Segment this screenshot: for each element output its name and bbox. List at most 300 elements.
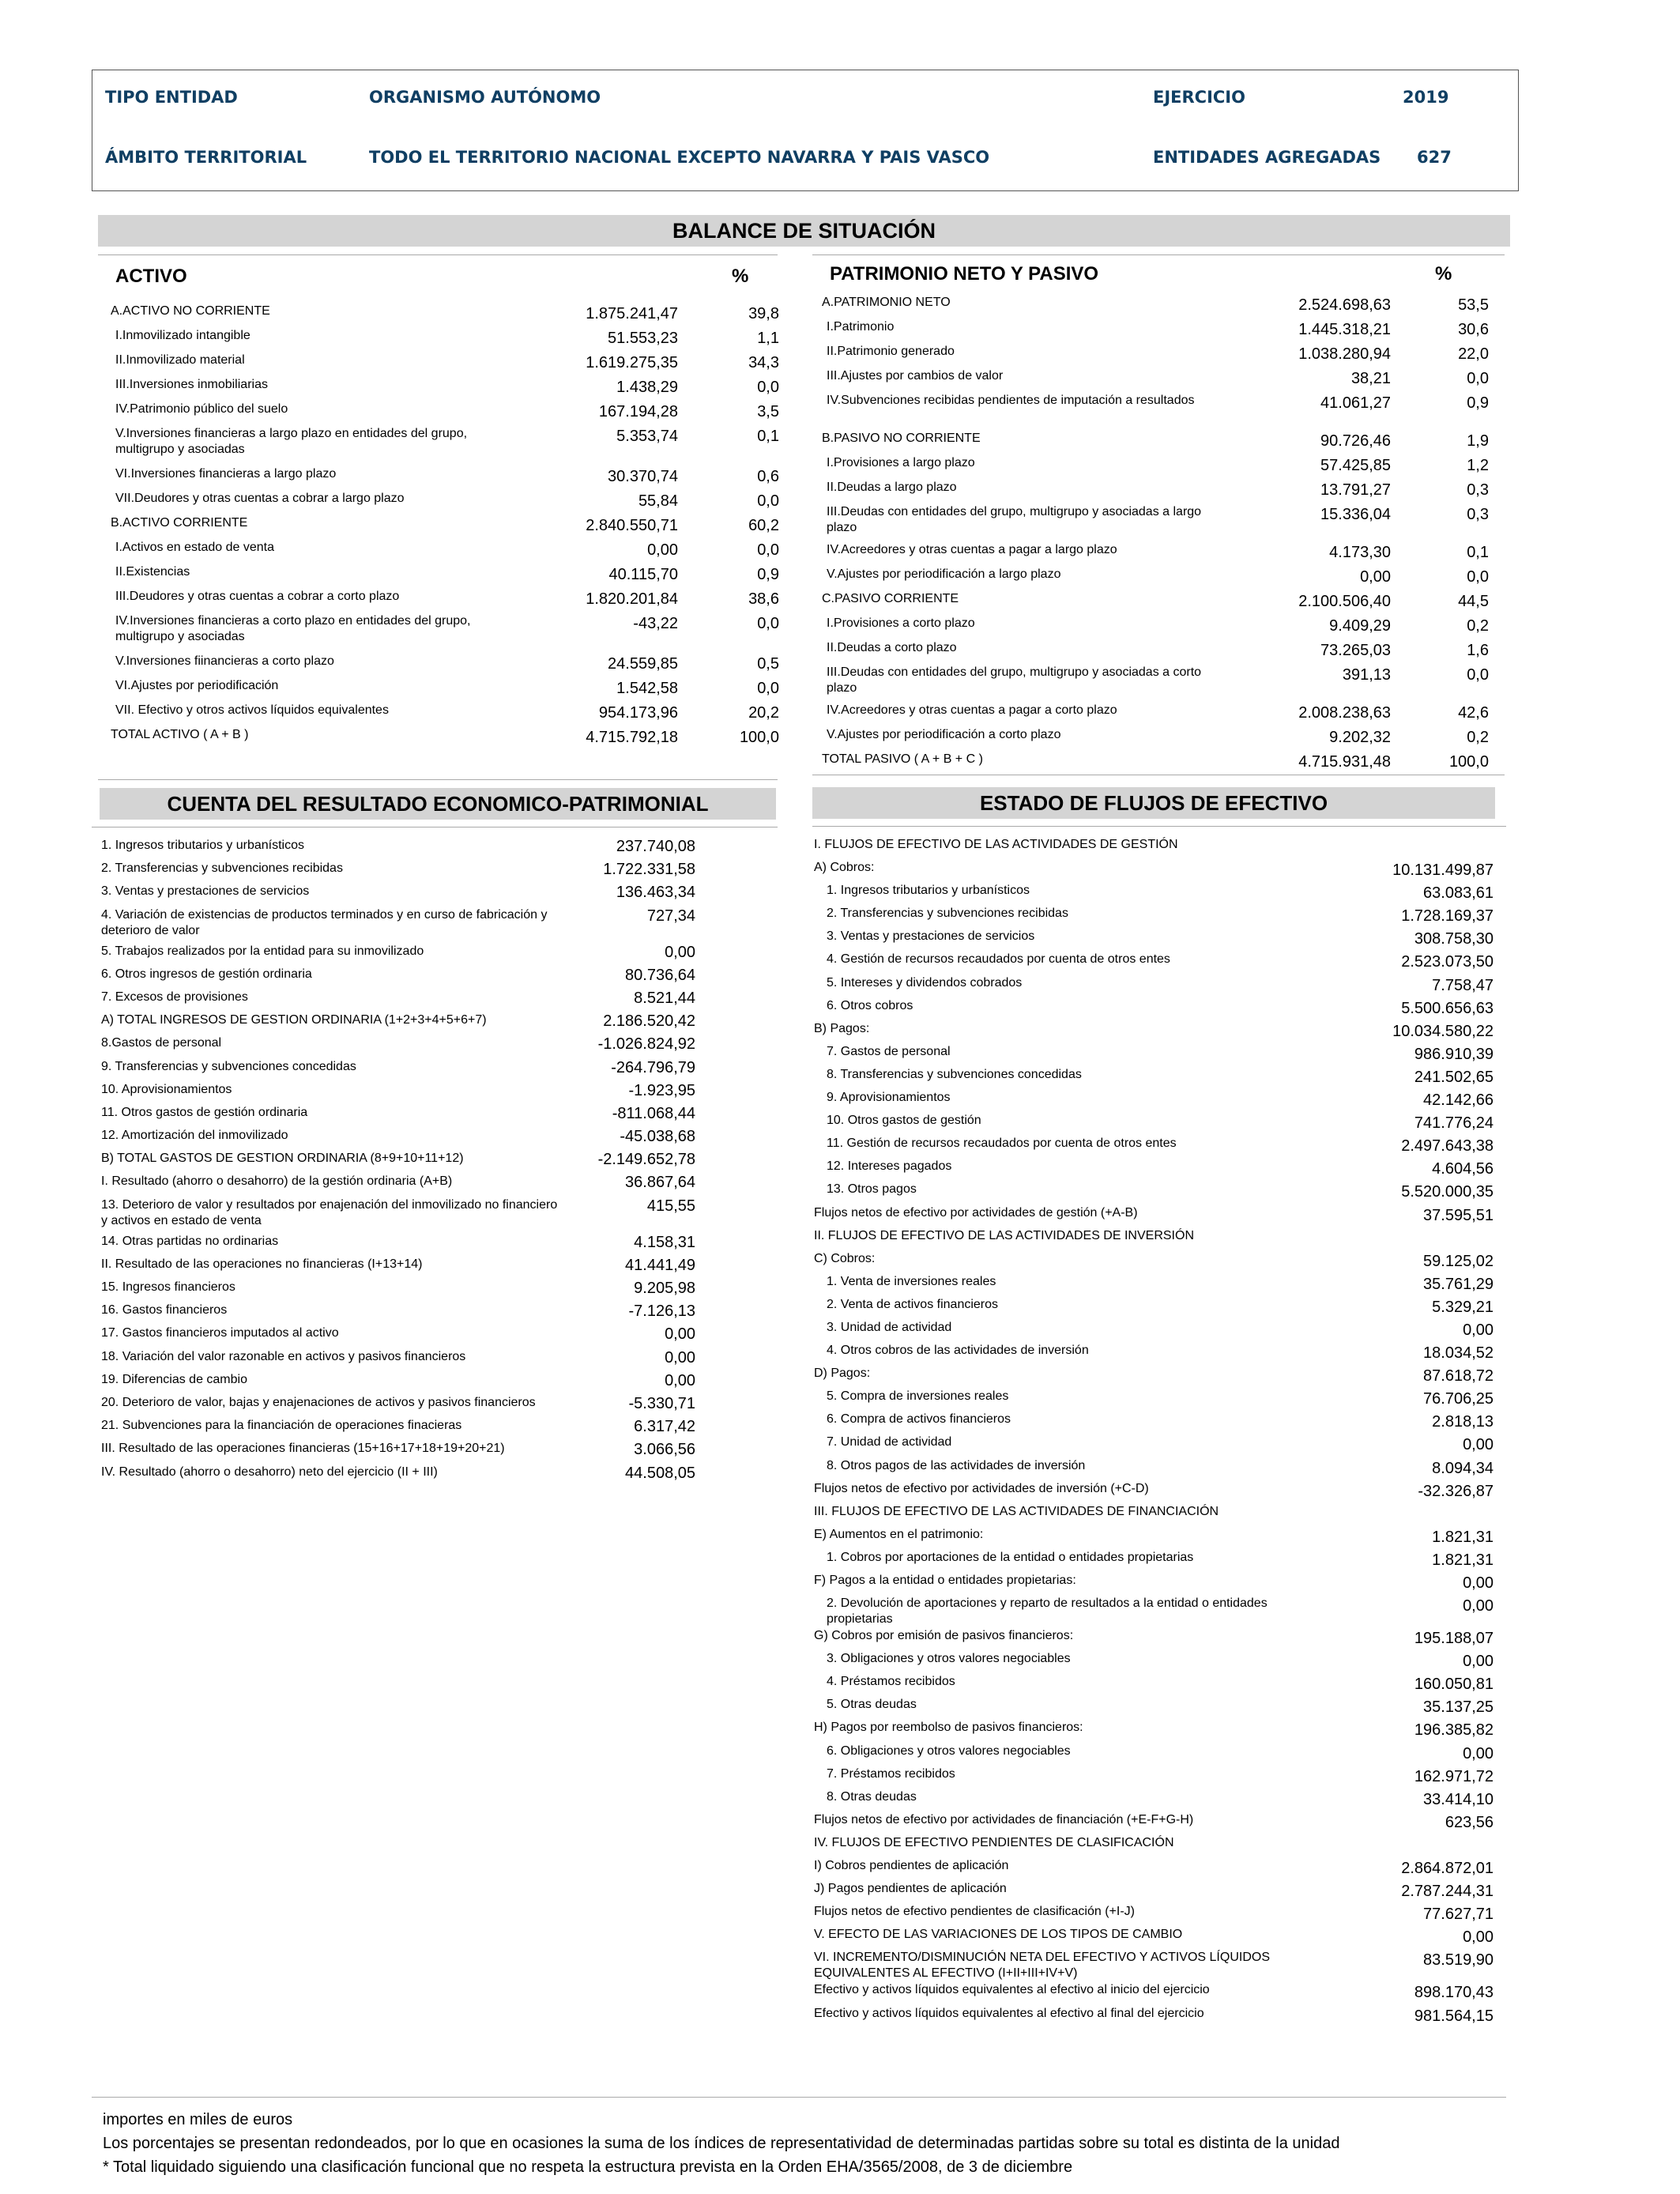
- row-value: 241.502,65: [1414, 1068, 1494, 1086]
- row-label: 2. Devolución de aportaciones y reparto de resultados a la entidad o entidades propietarias: [827, 1596, 1268, 1627]
- row-value: 1.542,58: [616, 680, 678, 697]
- pasivo-row: [822, 455, 1489, 480]
- row-value: 3.066,56: [634, 1441, 695, 1459]
- resultado-row: [101, 990, 695, 1012]
- row-label: II.Existencias: [115, 565, 190, 579]
- row-value: 1.821,31: [1432, 1528, 1494, 1546]
- row-label: 9. Aprovisionamientos: [827, 1091, 951, 1105]
- row-value: 0,00: [1463, 1653, 1494, 1671]
- resultado-row: [101, 1174, 695, 1197]
- row-value: 40.115,70: [608, 566, 678, 583]
- resultado-row: [101, 1234, 695, 1257]
- pasivo-row: [822, 393, 1489, 431]
- row-percent: 0,3: [1467, 506, 1489, 523]
- row-value: 0,00: [665, 943, 695, 961]
- row-label: VI.Inversiones financieras a largo plazo: [115, 467, 337, 481]
- row-value: 55,84: [638, 492, 678, 510]
- row-value: 2.523.073,50: [1401, 953, 1494, 971]
- activo-heading: ACTIVO: [115, 266, 187, 287]
- row-label: 10. Aprovisionamientos: [101, 1082, 232, 1096]
- resultado-row: [101, 1325, 695, 1348]
- pasivo-row: [822, 504, 1489, 542]
- row-label: 9. Transferencias y subvenciones concedidas: [101, 1059, 356, 1073]
- resultado-title: CUENTA DEL RESULTADO ECONOMICO-PATRIMONIAL: [100, 788, 776, 820]
- flujos-row: [814, 1159, 1494, 1182]
- row-value: 4.604,56: [1432, 1160, 1494, 1178]
- pasivo-row: [822, 640, 1489, 665]
- resultado-row: [101, 907, 695, 944]
- ejercicio-label: EJERCICIO: [1153, 88, 1245, 107]
- row-label: 1. Ingresos tributarios y urbanísticos: [827, 884, 1030, 898]
- row-value: 0,00: [665, 1371, 695, 1389]
- row-value: 954.173,96: [598, 704, 678, 722]
- row-value: 308.758,30: [1414, 930, 1494, 948]
- row-value: 1.820.201,84: [586, 590, 678, 608]
- flujos-row: [814, 1504, 1494, 1527]
- row-value: 196.385,82: [1414, 1721, 1494, 1740]
- flujos-row: [814, 1481, 1494, 1504]
- row-value: 76.706,25: [1423, 1390, 1494, 1408]
- row-label: 3. Unidad de actividad: [827, 1320, 952, 1334]
- row-label: 7. Gastos de personal: [827, 1044, 951, 1058]
- row-value: -7.126,13: [628, 1302, 695, 1321]
- flujos-table: [814, 837, 1494, 2029]
- flujos-row: [814, 1835, 1494, 1858]
- flujos-row: [814, 1697, 1494, 1720]
- row-percent: 0,2: [1467, 617, 1489, 635]
- row-label: 10. Otros gastos de gestión: [827, 1114, 981, 1128]
- tipo-entidad-value: ORGANISMO AUTÓNOMO: [369, 88, 601, 107]
- flujos-row: [814, 1067, 1494, 1090]
- row-label: A.PATRIMONIO NETO: [822, 296, 951, 309]
- row-value: 391,13: [1342, 666, 1391, 684]
- row-label: II.Patrimonio generado: [827, 345, 955, 358]
- row-label: 6. Otros cobros: [827, 998, 913, 1012]
- pasivo-row: [822, 542, 1489, 567]
- pasivo-row: [822, 480, 1489, 504]
- row-label: I. Resultado (ahorro o desahorro) de la gestión ordinaria (A+B): [101, 1174, 453, 1189]
- resultado-row: [101, 1035, 695, 1058]
- row-value: 2.524.698,63: [1298, 296, 1391, 314]
- row-value: 2.818,13: [1432, 1413, 1494, 1431]
- row-value: 15.336,04: [1320, 506, 1391, 523]
- row-label: D) Pagos:: [814, 1367, 871, 1381]
- row-percent: 0,1: [1467, 544, 1489, 561]
- row-percent: 0,0: [757, 379, 779, 396]
- pasivo-row: [822, 727, 1489, 752]
- row-label: I.Provisiones a largo plazo: [827, 456, 975, 469]
- row-value: -45.038,68: [620, 1128, 695, 1146]
- row-value: 8.521,44: [634, 989, 695, 1007]
- row-label: IV.Patrimonio público del suelo: [115, 402, 288, 416]
- row-value: 0,00: [1463, 1744, 1494, 1762]
- row-label: 6. Obligaciones y otros valores negociables: [827, 1744, 1071, 1758]
- row-label: 5. Intereses y dividendos cobrados: [827, 975, 1023, 990]
- flujos-row: [814, 952, 1494, 974]
- row-label: 17. Gastos financieros imputados al activo: [101, 1326, 339, 1340]
- row-label: IV.Acreedores y otras cuentas a pagar a corto plazo: [827, 703, 1117, 717]
- flujos-row: [814, 1136, 1494, 1159]
- flujos-row: [814, 1527, 1494, 1550]
- row-percent: 1,9: [1467, 432, 1489, 450]
- row-value: -811.068,44: [612, 1104, 695, 1122]
- activo-row: [111, 303, 779, 328]
- row-value: -43,22: [633, 615, 678, 632]
- row-label: 13. Otros pagos: [827, 1182, 917, 1197]
- row-label: 12. Intereses pagados: [827, 1159, 952, 1174]
- row-label: 19. Diferencias de cambio: [101, 1372, 247, 1386]
- row-label: Flujos netos de efectivo por actividades de gestión (+A-B): [814, 1205, 1138, 1220]
- resultado-row: [101, 1465, 695, 1487]
- row-value: 5.329,21: [1432, 1298, 1494, 1316]
- row-percent: 0,0: [757, 492, 779, 510]
- row-value: 41.441,49: [625, 1256, 695, 1274]
- row-label: 5. Trabajos realizados por la entidad para su inmovilizado: [101, 944, 424, 958]
- row-value: 0,00: [1463, 1574, 1494, 1592]
- row-percent: 0,6: [757, 468, 779, 485]
- row-value: -264.796,79: [611, 1058, 695, 1076]
- row-value: 42.142,66: [1423, 1091, 1494, 1110]
- row-value: 24.559,85: [608, 655, 678, 673]
- row-label: B.ACTIVO CORRIENTE: [111, 516, 248, 530]
- entidades-agregadas-value: 627: [1417, 148, 1452, 167]
- resultado-row: [101, 884, 695, 907]
- row-label: H) Pagos por reembolso de pasivos financieros:: [814, 1721, 1083, 1735]
- activo-row: [111, 328, 779, 352]
- flujos-row: [814, 929, 1494, 952]
- row-label: 11. Otros gastos de gestión ordinaria: [101, 1105, 308, 1119]
- row-percent: 0,9: [757, 566, 779, 583]
- row-label: 7. Unidad de actividad: [827, 1435, 952, 1449]
- flujos-row: [814, 1412, 1494, 1434]
- row-label: E) Aumentos en el patrimonio:: [814, 1527, 984, 1541]
- pasivo-heading: PATRIMONIO NETO Y PASIVO: [830, 263, 1099, 285]
- flujos-row: [814, 1982, 1494, 2005]
- resultado-row: [101, 1105, 695, 1128]
- flujos-row: [814, 1904, 1494, 1927]
- row-value: 59.125,02: [1423, 1252, 1494, 1270]
- row-percent: 0,3: [1467, 481, 1489, 499]
- row-label: IV.Subvenciones recibidas pendientes de imputación a resultados: [827, 394, 1195, 407]
- row-percent: 38,6: [748, 590, 779, 608]
- flujos-title: ESTADO DE FLUJOS DE EFECTIVO: [812, 787, 1495, 819]
- activo-table: [111, 303, 779, 752]
- flujos-row: [814, 1274, 1494, 1297]
- row-label: C.PASIVO CORRIENTE: [822, 592, 959, 605]
- row-value: 5.353,74: [616, 428, 678, 445]
- activo-row: [111, 613, 779, 654]
- activo-pct-heading: %: [732, 266, 749, 287]
- row-percent: 0,0: [1467, 568, 1489, 586]
- row-label: 3. Ventas y prestaciones de servicios: [101, 884, 310, 899]
- row-value: 2.787.244,31: [1401, 1883, 1494, 1901]
- row-label: 13. Deterioro de valor y resultados por enajenación del inmovilizado no financiero y activos en estado de venta: [101, 1197, 558, 1227]
- footer-rule: [92, 2097, 1506, 2098]
- row-label: 2. Transferencias y subvenciones recibidas: [827, 907, 1068, 921]
- row-value: 38,21: [1350, 370, 1391, 387]
- activo-bottom-rule: [98, 779, 778, 780]
- entity-header: [92, 70, 1519, 191]
- flujos-row: [814, 1458, 1494, 1481]
- row-value: 18.034,52: [1423, 1344, 1494, 1363]
- row-label: I.Activos en estado de venta: [115, 541, 275, 554]
- row-label: VII.Deudores y otras cuentas a cobrar a largo plazo: [115, 492, 405, 505]
- resultado-row: [101, 1372, 695, 1395]
- row-percent: 1,1: [757, 330, 779, 347]
- row-label: V.Ajustes por periodificación a largo plazo: [827, 567, 1061, 581]
- activo-top-rule: [98, 254, 778, 255]
- resultado-row: [101, 1082, 695, 1105]
- row-value: 1.438,29: [616, 379, 678, 396]
- footer-note-rounding: Los porcentajes se presentan redondeados, por lo que en ocasiones la suma de los índices de representatividad de determinadas partidas sobre su total es distinta de la unidad: [103, 2135, 1340, 2152]
- row-label: 18. Variación del valor razonable en activos y pasivos financieros: [101, 1349, 466, 1363]
- row-value: 1.728.169,37: [1401, 907, 1494, 925]
- row-value: 167.194,28: [598, 403, 678, 420]
- resultado-row: [101, 1257, 695, 1280]
- row-value: 741.776,24: [1414, 1114, 1494, 1133]
- row-value: 0,00: [647, 541, 678, 559]
- pasivo-row: [822, 368, 1489, 393]
- flujos-row: [814, 1789, 1494, 1812]
- row-label: B.PASIVO NO CORRIENTE: [822, 432, 981, 445]
- row-label: 4. Préstamos recibidos: [827, 1675, 955, 1689]
- row-value: -1.026.824,92: [597, 1035, 695, 1054]
- row-label: VI. INCREMENTO/DISMINUCIÓN NETA DEL EFECTIVO Y ACTIVOS LÍQUIDOS EQUIVALENTES AL EFECTIVO (I+II+III+IV+V): [814, 1951, 1270, 1981]
- ambito-value: TODO EL TERRITORIO NACIONAL EXCEPTO NAVARRA Y PAIS VASCO: [369, 148, 990, 167]
- row-value: 35.137,25: [1423, 1698, 1494, 1717]
- resultado-row: [101, 1128, 695, 1151]
- row-label: IV.Inversiones financieras a corto plazo en entidades del grupo, multigrupo y asociadas: [115, 614, 471, 643]
- flujos-row: [814, 1950, 1494, 1982]
- row-percent: 0,0: [757, 615, 779, 632]
- row-value: -1.923,95: [628, 1081, 695, 1099]
- row-value: 986.910,39: [1414, 1045, 1494, 1063]
- row-label: 7. Préstamos recibidos: [827, 1766, 955, 1781]
- row-value: 727,34: [646, 907, 695, 925]
- row-value: 13.791,27: [1320, 481, 1391, 499]
- activo-row: [111, 703, 779, 727]
- row-label: 15. Ingresos financieros: [101, 1280, 235, 1294]
- row-percent: 42,6: [1458, 704, 1489, 722]
- flujos-row: [814, 1297, 1494, 1320]
- flujos-row: [814, 906, 1494, 929]
- row-percent: 100,0: [1448, 753, 1489, 771]
- row-label: 1. Venta de inversiones reales: [827, 1274, 996, 1288]
- row-label: 8.Gastos de personal: [101, 1036, 222, 1050]
- row-percent: 34,3: [748, 354, 779, 371]
- row-value: 87.618,72: [1423, 1367, 1494, 1385]
- row-label: II.Inmovilizado material: [115, 353, 245, 367]
- row-value: 7.758,47: [1432, 976, 1494, 994]
- row-label: 5. Compra de inversiones reales: [827, 1389, 1009, 1404]
- flujos-row: [814, 1044, 1494, 1067]
- flujos-row: [814, 1389, 1494, 1412]
- row-label: 1. Cobros por aportaciones de la entidad o entidades propietarias: [827, 1550, 1194, 1564]
- row-percent: 1,6: [1467, 642, 1489, 659]
- activo-row: [111, 540, 779, 564]
- row-label: 8. Otros pagos de las actividades de inversión: [827, 1458, 1086, 1472]
- pasivo-table: [822, 295, 1489, 776]
- row-percent: 44,5: [1458, 593, 1489, 610]
- row-value: 195.188,07: [1414, 1630, 1494, 1648]
- tipo-entidad-label: TIPO ENTIDAD: [105, 88, 238, 107]
- row-percent: 0,0: [757, 541, 779, 559]
- footer-note-units: importes en miles de euros: [103, 2111, 293, 2128]
- row-value: 10.034.580,22: [1392, 1022, 1494, 1040]
- row-label: 4. Otros cobros de las actividades de inversión: [827, 1344, 1089, 1358]
- row-value: 51.553,23: [608, 330, 678, 347]
- flujos-row: [814, 860, 1494, 883]
- flujos-row: [814, 1858, 1494, 1881]
- row-value: 4.173,30: [1329, 544, 1391, 561]
- row-value: 162.971,72: [1414, 1767, 1494, 1785]
- row-label: 3. Ventas y prestaciones de servicios: [827, 929, 1035, 944]
- row-label: III.Deudas con entidades del grupo, multigrupo y asociadas a corto plazo: [827, 665, 1202, 695]
- row-value: 4.715.792,18: [586, 729, 678, 746]
- pasivo-row: [822, 591, 1489, 616]
- row-label: 2. Venta de activos financieros: [827, 1297, 999, 1311]
- row-label: II. Resultado de las operaciones no financieras (I+13+14): [101, 1257, 423, 1271]
- row-percent: 60,2: [748, 517, 779, 534]
- row-percent: 100,0: [739, 729, 779, 746]
- row-label: I.Patrimonio: [827, 320, 895, 334]
- pasivo-row: [822, 752, 1489, 776]
- flujos-row: [814, 2006, 1494, 2029]
- row-value: 2.864.872,01: [1401, 1860, 1494, 1878]
- resultado-row: [101, 1012, 695, 1035]
- row-percent: 3,5: [757, 403, 779, 420]
- row-label: I. FLUJOS DE EFECTIVO DE LAS ACTIVIDADES DE GESTIÓN: [814, 838, 1178, 851]
- row-value: 0,00: [1463, 1928, 1494, 1947]
- row-label: II. FLUJOS DE EFECTIVO DE LAS ACTIVIDADES DE INVERSIÓN: [814, 1228, 1194, 1242]
- row-label: V. EFECTO DE LAS VARIACIONES DE LOS TIPOS DE CAMBIO: [814, 1928, 1183, 1942]
- footer-note-clasificacion: * Total liquidado siguiendo una clasificación funcional que no respeta la estructura prevista en la Orden EHA/3565/2008, de 3 de diciembre: [103, 2158, 1073, 2176]
- row-label: III.Ajustes por cambios de valor: [827, 369, 1004, 383]
- row-percent: 0,0: [1467, 370, 1489, 387]
- balance-title: BALANCE DE SITUACIÓN: [98, 215, 1510, 247]
- row-value: 80.736,64: [625, 966, 695, 984]
- row-value: 1.038.280,94: [1298, 345, 1391, 363]
- row-percent: 39,8: [748, 305, 779, 322]
- row-value: 4.715.931,48: [1298, 753, 1391, 771]
- flujos-row: [814, 1205, 1494, 1228]
- row-value: 1.445.318,21: [1298, 321, 1391, 338]
- row-label: VII. Efectivo y otros activos líquidos equivalentes: [115, 703, 389, 717]
- row-label: B) Pagos:: [814, 1021, 870, 1035]
- resultado-row: [101, 1280, 695, 1302]
- row-value: -32.326,87: [1418, 1482, 1494, 1500]
- activo-row: [111, 589, 779, 613]
- row-label: I) Cobros pendientes de aplicación: [814, 1859, 1009, 1873]
- row-value: 237.740,08: [616, 838, 695, 855]
- row-value: 4.158,31: [634, 1233, 695, 1251]
- row-value: 9.202,32: [1329, 729, 1391, 746]
- activo-row: [111, 426, 779, 466]
- row-value: 2.497.643,38: [1401, 1137, 1494, 1155]
- row-value: 623,56: [1445, 1813, 1494, 1831]
- row-value: 5.500.656,63: [1401, 999, 1494, 1017]
- activo-row: [111, 678, 779, 703]
- row-value: 9.409,29: [1329, 617, 1391, 635]
- row-label: Efectivo y activos líquidos equivalentes al efectivo al inicio del ejercicio: [814, 1983, 1210, 1997]
- row-percent: 1,2: [1467, 457, 1489, 474]
- activo-row: [111, 564, 779, 589]
- row-percent: 30,6: [1458, 321, 1489, 338]
- flujos-row: [814, 1812, 1494, 1835]
- row-value: 0,00: [665, 1348, 695, 1367]
- row-label: III.Inversiones inmobiliarias: [115, 378, 268, 391]
- row-label: 5. Otras deudas: [827, 1698, 917, 1712]
- row-value: 63.083,61: [1423, 884, 1494, 903]
- resultado-row: [101, 1418, 695, 1441]
- row-value: 0,00: [1463, 1321, 1494, 1339]
- row-label: 21. Subvenciones para la financiación de operaciones finacieras: [101, 1419, 462, 1433]
- flujos-row: [814, 1651, 1494, 1674]
- row-value: 898.170,43: [1414, 1984, 1494, 2002]
- row-label: A.ACTIVO NO CORRIENTE: [111, 304, 270, 318]
- flujos-row: [814, 1366, 1494, 1389]
- row-value: 136.463,34: [616, 884, 695, 902]
- row-percent: 0,1: [757, 428, 779, 445]
- row-label: 1. Ingresos tributarios y urbanísticos: [101, 839, 305, 852]
- flujos-row: [814, 1628, 1494, 1651]
- flujos-row: [814, 883, 1494, 906]
- row-value: 5.520.000,35: [1401, 1183, 1494, 1201]
- row-label: III. Resultado de las operaciones financieras (15+16+17+18+19+20+21): [101, 1442, 505, 1456]
- resultado-row: [101, 838, 695, 861]
- row-label: 8. Otras deudas: [827, 1789, 917, 1804]
- row-percent: 20,2: [748, 704, 779, 722]
- activo-row: [111, 654, 779, 678]
- row-label: 12. Amortización del inmovilizado: [101, 1129, 288, 1143]
- row-percent: 53,5: [1458, 296, 1489, 314]
- row-value: 90.726,46: [1320, 432, 1391, 450]
- resultado-row: [101, 967, 695, 990]
- row-percent: 0,2: [1467, 729, 1489, 746]
- row-percent: 0,9: [1467, 394, 1489, 412]
- row-value: 0,00: [1463, 1597, 1494, 1615]
- pasivo-row: [822, 319, 1489, 344]
- row-label: 11. Gestión de recursos recaudados por cuenta de otros entes: [827, 1137, 1177, 1151]
- row-label: A) TOTAL INGRESOS DE GESTION ORDINARIA (1+2+3+4+5+6+7): [101, 1013, 487, 1027]
- row-label: II.Deudas a corto plazo: [827, 641, 957, 654]
- row-value: 0,00: [1463, 1436, 1494, 1454]
- pasivo-pct-heading: %: [1435, 263, 1452, 285]
- row-label: 7. Excesos de provisiones: [101, 990, 248, 1004]
- flujos-row: [814, 1550, 1494, 1573]
- resultado-row: [101, 1302, 695, 1325]
- row-label: II.Deudas a largo plazo: [827, 481, 957, 494]
- row-label: IV.Acreedores y otras cuentas a pagar a largo plazo: [827, 543, 1117, 556]
- flujos-row: [814, 1090, 1494, 1113]
- flujos-row: [814, 1881, 1494, 1904]
- row-value: 77.627,71: [1423, 1906, 1494, 1924]
- flujos-row: [814, 1113, 1494, 1136]
- row-label: IV. Resultado (ahorro o desahorro) neto del ejercicio (II + III): [101, 1465, 438, 1479]
- row-label: F) Pagos a la entidad o entidades propietarias:: [814, 1574, 1076, 1587]
- activo-row: [111, 491, 779, 515]
- row-value: 160.050,81: [1414, 1676, 1494, 1694]
- flujos-row: [814, 1182, 1494, 1204]
- flujos-row: [814, 1021, 1494, 1044]
- resultado-row: [101, 1441, 695, 1464]
- flujos-row: [814, 1343, 1494, 1366]
- row-value: 30.370,74: [608, 468, 678, 485]
- activo-row: [111, 466, 779, 491]
- activo-row: [111, 377, 779, 401]
- row-label: Efectivo y activos líquidos equivalentes al efectivo al final del ejercicio: [814, 2006, 1204, 2020]
- flujos-row: [814, 1766, 1494, 1789]
